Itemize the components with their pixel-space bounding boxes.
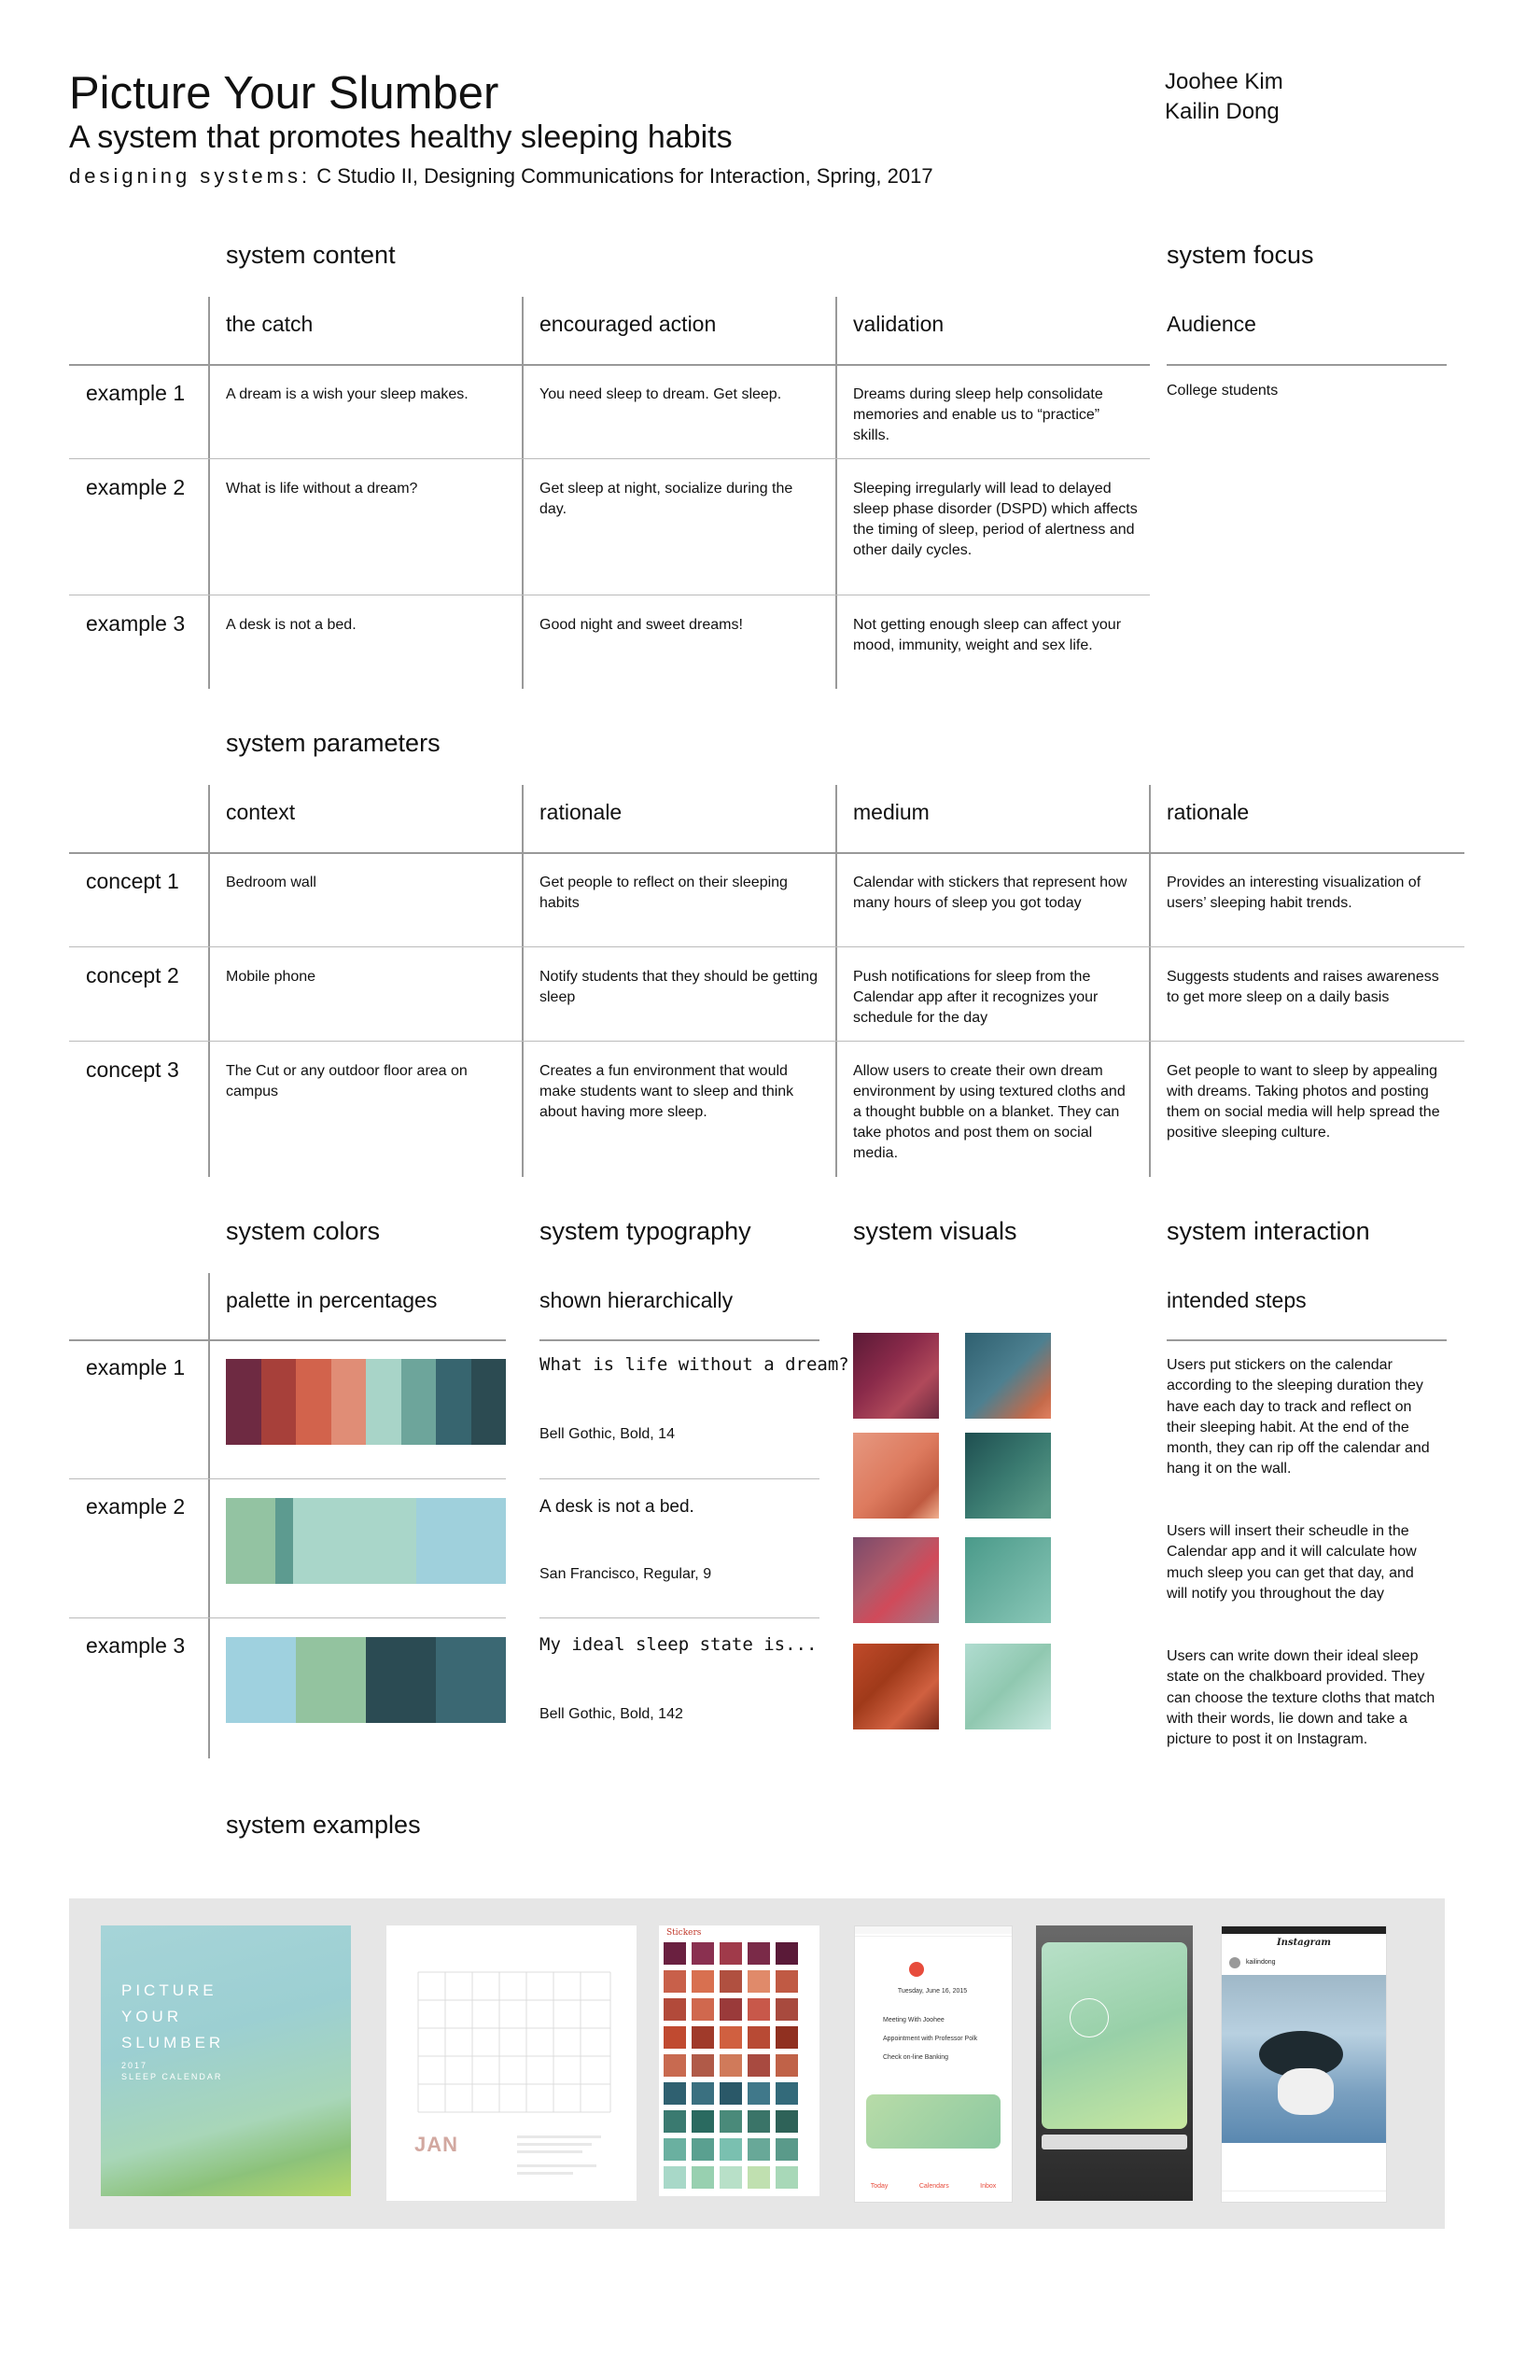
row-label: example 3 xyxy=(86,611,186,636)
event-item[interactable]: Check on-line Banking xyxy=(883,2054,949,2061)
divider xyxy=(835,785,837,1177)
row-label: concept 1 xyxy=(86,869,179,893)
tab-today[interactable]: Today xyxy=(870,2183,889,2190)
row-label: example 2 xyxy=(86,475,186,499)
color-swatch xyxy=(436,1359,471,1445)
table-cell: Suggests students and raises awareness to get more sleep on a daily basis xyxy=(1167,969,1439,1005)
row-label: example 2 xyxy=(86,1494,186,1519)
interaction-step: Users will insert their scheudle in the Calendar app and it will calculate how much sleep you can get that day, and will notify you throughout the day xyxy=(1167,1523,1417,1602)
table-cell: Bedroom wall xyxy=(226,875,316,890)
table-cell: Provides an interesting visualization of users’ sleeping habit trends. xyxy=(1167,875,1421,911)
instagram-screen xyxy=(1221,1925,1387,2203)
section-title-colors: system colors xyxy=(226,1217,381,1245)
instagram-photo[interactable] xyxy=(1222,1975,1386,2143)
table-cell: Mobile phone xyxy=(226,969,316,985)
color-swatch xyxy=(226,1637,296,1723)
color-swatch xyxy=(226,1359,261,1445)
section-title-focus: system focus xyxy=(1167,241,1314,269)
table-cell: What is life without a dream? xyxy=(226,481,418,497)
cover-title: PICTURE YOUR SLUMBER xyxy=(121,1981,225,2051)
section-title-typography: system typography xyxy=(539,1217,751,1245)
moon-icon xyxy=(1070,1998,1109,2037)
calendar-month: JAN xyxy=(414,2133,459,2156)
type-spec: San Francisco, Regular, 9 xyxy=(539,1566,712,1582)
texture-thumbnail xyxy=(965,1433,1051,1519)
examples-panel xyxy=(69,1898,1445,2229)
divider xyxy=(539,1339,819,1341)
row-label: concept 2 xyxy=(86,963,179,987)
calendar-page xyxy=(386,1925,637,2201)
divider xyxy=(69,364,1150,366)
type-spec: Bell Gothic, Bold, 142 xyxy=(539,1706,683,1722)
status-bar xyxy=(1222,1926,1386,1934)
color-swatch xyxy=(366,1359,401,1445)
color-palette xyxy=(226,1498,506,1584)
table-cell: College students xyxy=(1167,383,1279,399)
sleep-reset-button[interactable] xyxy=(1042,2135,1187,2149)
phone-notification-screen xyxy=(1036,1925,1193,2201)
calendar-cover xyxy=(101,1925,351,2196)
phone-date: Tuesday, June 16, 2015 xyxy=(897,1988,968,1995)
event-item[interactable]: Appointment with Professor Polk xyxy=(883,2036,978,2042)
table-cell: Allow users to create their own dream environment by using textured cloths and a thought bubble on a blanket. They can take photos and post them on social media. xyxy=(853,1063,1126,1161)
color-swatch xyxy=(293,1498,415,1584)
divider xyxy=(522,297,524,689)
color-palette xyxy=(226,1359,506,1445)
table-cell: You need sleep to dream. Get sleep. xyxy=(539,386,782,402)
instagram-username[interactable]: kailindong xyxy=(1246,1959,1276,1966)
type-sample: What is life without a dream? xyxy=(539,1354,849,1375)
divider xyxy=(69,1478,506,1479)
column-header: intended steps xyxy=(1167,1288,1307,1312)
author-name: Joohee Kim xyxy=(1165,69,1283,94)
page-subtitle: A system that promotes healthy sleeping habits xyxy=(69,119,733,155)
type-sample: My ideal sleep state is... xyxy=(539,1634,818,1655)
color-swatch xyxy=(275,1498,294,1584)
tab-calendars[interactable]: Calendars xyxy=(918,2183,949,2190)
sleep-widget[interactable] xyxy=(866,2094,1001,2149)
color-swatch xyxy=(331,1359,367,1445)
table-cell: Calendar with stickers that represent how many hours of sleep you got today xyxy=(853,875,1127,911)
divider xyxy=(835,297,837,689)
type-spec: Bell Gothic, Bold, 14 xyxy=(539,1426,675,1442)
table-cell: Get people to reflect on their sleeping habits xyxy=(539,875,788,911)
interaction-step: Users can write down their ideal sleep state on the chalkboard provided. They can choose the texture cloths that match with their words, lie down and take a picture to post it on Instagram. xyxy=(1167,1648,1435,1748)
row-label: example 3 xyxy=(86,1633,186,1658)
selected-day-marker xyxy=(909,1962,924,1977)
table-cell: Not getting enough sleep can affect your mood, immunity, weight and sex life. xyxy=(853,617,1122,653)
phone-tab-bar xyxy=(855,2183,1012,2190)
texture-thumbnail xyxy=(853,1333,939,1419)
interaction-step: Users put stickers on the calendar according to the sleeping duration they have each day to track and reflect on their sleeping habit. At the end of the month, they can rip off the calendar and hang it on the wall. xyxy=(1167,1357,1430,1477)
status-bar xyxy=(855,1926,1012,1934)
color-swatch xyxy=(471,1359,507,1445)
cover-caption: SLEEP CALENDAR xyxy=(121,2072,223,2081)
divider xyxy=(539,1617,819,1618)
divider xyxy=(69,458,1150,459)
table-cell: Get sleep at night, socialize during the day. xyxy=(539,481,793,517)
row-label: concept 3 xyxy=(86,1057,179,1082)
cover-year: 2017 xyxy=(121,2061,148,2070)
column-header: rationale xyxy=(539,800,623,824)
divider xyxy=(855,1936,1012,1937)
texture-thumbnail xyxy=(965,1333,1051,1419)
divider xyxy=(539,1478,819,1479)
tab-inbox[interactable]: Inbox xyxy=(980,2183,997,2190)
table-cell: Get people to want to sleep by appealing with dreams. Taking photos and posting them on social media will help spread the positive sleeping culture. xyxy=(1167,1063,1440,1141)
table-cell: A dream is a wish your sleep makes. xyxy=(226,386,469,402)
stickers-label: Stickers xyxy=(666,1928,702,1938)
divider xyxy=(522,785,524,1177)
column-header: palette in percentages xyxy=(226,1288,438,1312)
section-title-examples: system examples xyxy=(226,1811,421,1839)
texture-thumbnail xyxy=(965,1644,1051,1729)
author-name: Kailin Dong xyxy=(1165,99,1280,124)
section-title-parameters: system parameters xyxy=(226,729,441,757)
color-swatch xyxy=(366,1637,436,1723)
divider xyxy=(69,1041,1464,1042)
color-swatch xyxy=(436,1637,506,1723)
color-swatch xyxy=(401,1359,437,1445)
divider xyxy=(1167,364,1447,366)
color-swatch xyxy=(416,1498,506,1584)
divider xyxy=(69,1617,506,1618)
type-sample: A desk is not a bed. xyxy=(539,1497,694,1517)
table-cell: Dreams during sleep help consolidate memories and enable us to “practice” skills. xyxy=(853,386,1103,443)
column-header: encouraged action xyxy=(539,312,717,336)
divider xyxy=(208,297,210,689)
section-title-interaction: system interaction xyxy=(1167,1217,1370,1245)
divider xyxy=(208,1273,210,1758)
page-title: Picture Your Slumber xyxy=(69,68,499,119)
table-cell: Sleeping irregularly will lead to delayed sleep phase disorder (DSPD) which affects the timing of sleep, period of alertness and other daily cycles. xyxy=(853,481,1138,558)
table-cell: The Cut or any outdoor floor area on campus xyxy=(226,1063,468,1099)
sticker-sheet xyxy=(659,1925,819,2196)
divider xyxy=(69,946,1464,947)
texture-thumbnail xyxy=(853,1537,939,1623)
course-name: C Studio II, Designing Communications for Interaction, Spring, 2017 xyxy=(311,164,933,188)
column-header: shown hierarchically xyxy=(539,1288,734,1312)
table-cell: Creates a fun environment that would make students want to sleep and think about having more sleep. xyxy=(539,1063,794,1120)
person-figure xyxy=(1278,2068,1334,2115)
column-header: validation xyxy=(853,312,945,336)
table-cell: Notify students that they should be getting sleep xyxy=(539,969,818,1005)
calendar-grid xyxy=(386,1925,637,2201)
section-title-visuals: system visuals xyxy=(853,1217,1017,1245)
table-cell: Good night and sweet dreams! xyxy=(539,617,743,633)
instagram-title: Instagram xyxy=(1277,1938,1331,1948)
phone-calendar-screen xyxy=(854,1925,1013,2203)
course-prefix: designing systems: xyxy=(69,164,312,188)
avatar[interactable] xyxy=(1229,1957,1240,1968)
color-swatch xyxy=(296,1637,366,1723)
divider xyxy=(69,1339,506,1341)
color-swatch xyxy=(226,1498,275,1584)
notification-card[interactable] xyxy=(1042,1942,1187,2129)
event-item[interactable]: Meeting With Joohee xyxy=(883,2017,945,2023)
color-swatch xyxy=(296,1359,331,1445)
sticker-grid xyxy=(659,1925,819,2196)
divider xyxy=(1167,1339,1447,1341)
row-label: example 1 xyxy=(86,381,186,405)
table-cell: Push notifications for sleep from the Calendar app after it recognizes your schedule for the day xyxy=(853,969,1099,1026)
column-header: the catch xyxy=(226,312,314,336)
color-swatch xyxy=(261,1359,297,1445)
divider xyxy=(1149,785,1151,1177)
texture-thumbnail xyxy=(853,1433,939,1519)
divider xyxy=(69,852,1464,854)
texture-thumbnail xyxy=(853,1644,939,1729)
column-header: medium xyxy=(853,800,930,824)
course-line xyxy=(69,164,933,189)
table-cell: A desk is not a bed. xyxy=(226,617,357,633)
color-palette xyxy=(226,1637,506,1723)
divider xyxy=(208,785,210,1177)
row-label: example 1 xyxy=(86,1355,186,1379)
section-title-content: system content xyxy=(226,241,396,269)
column-header: rationale xyxy=(1167,800,1250,824)
column-header: context xyxy=(226,800,296,824)
texture-thumbnail xyxy=(965,1537,1051,1623)
column-header: Audience xyxy=(1167,312,1256,336)
